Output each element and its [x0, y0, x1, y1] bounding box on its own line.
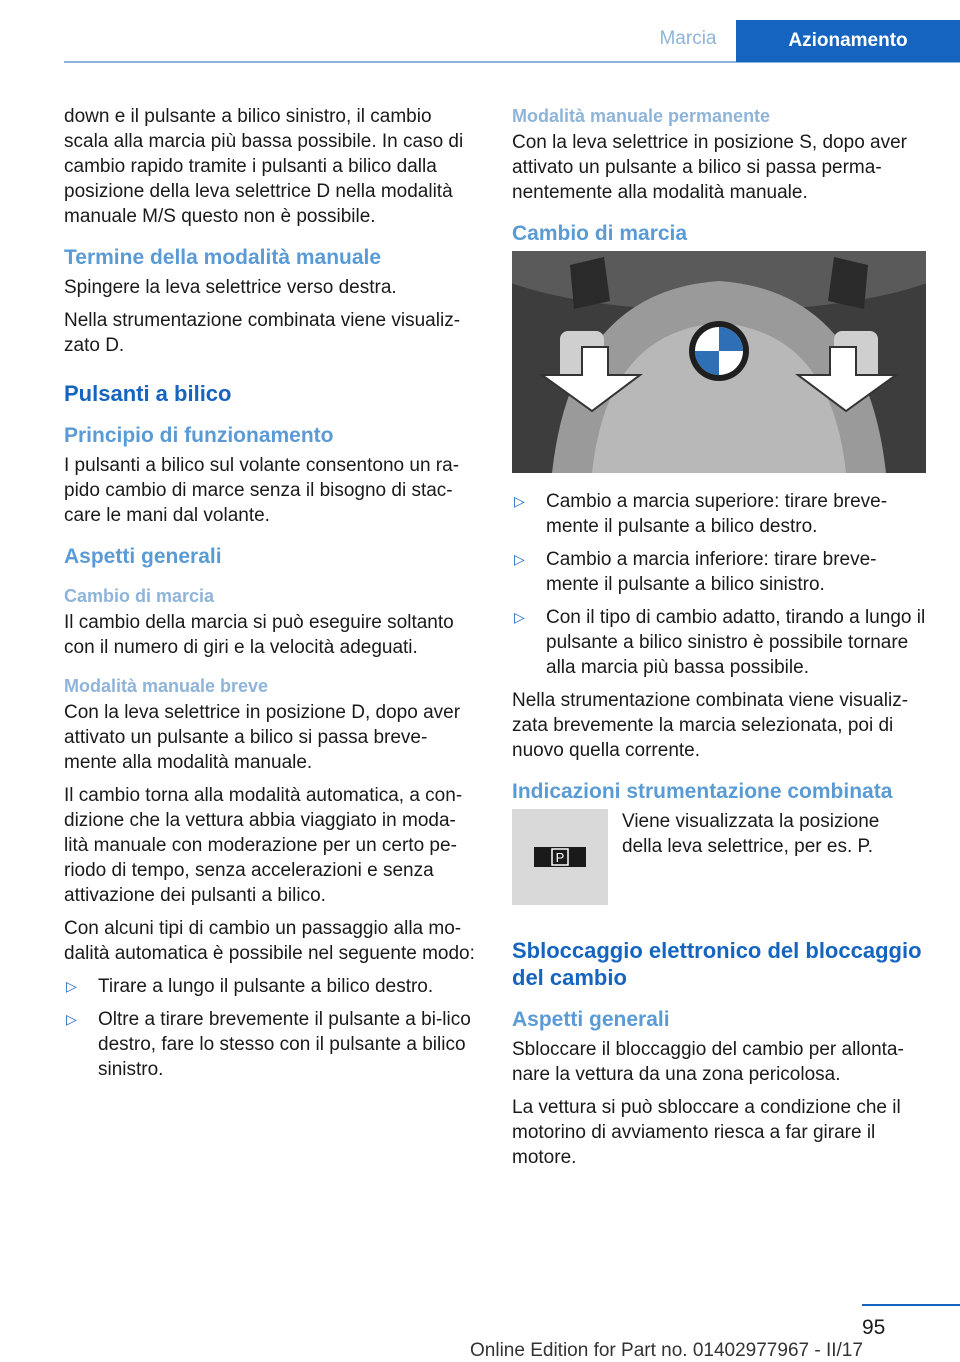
page-header — [0, 0, 960, 64]
triangle-right-icon: ▷ — [514, 493, 525, 509]
right-column — [512, 104, 926, 1178]
triangle-right-icon: ▷ — [514, 551, 525, 567]
list-item: ▷ Cambio a marcia inferiore: tirare breve-mente il pulsante a bilico sinistro. — [514, 549, 877, 595]
paragraph-breve-3: Con alcuni tipi di cambio un passaggio alla mo-dalità automatica è possibile nel seguente modo: — [64, 918, 475, 964]
left-bullet-list — [64, 974, 478, 1082]
paragraph-breve-2: Il cambio torna alla modalità automatica, a con-dizione che la vettura abbia viaggiato in moda-lità manuale con moderazione per un certo pe-riodo di tempo, senza accelerazioni e senza attivazione dei pulsanti a bilico. — [64, 785, 463, 906]
heading-cambio-di-marcia-right: Cambio di marcia — [512, 222, 688, 245]
triangle-right-icon: ▷ — [66, 1011, 77, 1027]
gear-indicator-image — [512, 809, 608, 905]
heading-termine: Termine della modalità manuale — [64, 246, 382, 269]
heading-aspetti-generali-right: Aspetti generali — [512, 1008, 670, 1031]
steering-wheel-illustration — [512, 251, 926, 473]
paragraph-sblocco-2: La vettura si può sbloccare a condizione che il motorino di avviamento riesca a far girare il motore. — [512, 1097, 901, 1168]
indicator-glyph: P — [555, 850, 565, 865]
paragraph-permanente: Con la leva selettrice in posizione S, dopo aver attivato un pulsante a bilico si passa perma-nentemente alla modalità manuale. — [512, 132, 908, 203]
left-column — [64, 104, 478, 1090]
online-edition-text: Online Edition for Part no. 01402977967 - II/17 — [470, 1340, 863, 1361]
heading-sbloccaggio: Sbloccaggio elettronico del bloccaggio del cambio — [512, 938, 922, 990]
triangle-right-icon: ▷ — [66, 978, 77, 994]
paragraph-cambio: Il cambio della marcia si può eseguire soltanto con il numero di giri e la velocità adeguati. — [64, 612, 454, 658]
header-chapter-tab: Azionamento — [736, 20, 960, 62]
heading-indicazioni: Indicazioni strumentazione combinata — [512, 780, 893, 803]
heading-pulsanti: Pulsanti a bilico — [64, 381, 232, 406]
heading-modalita-breve: Modalità manuale breve — [64, 676, 269, 696]
header-section-label: Marcia — [659, 28, 717, 49]
paragraph-breve-1: Con la leva selettrice in posizione D, dopo aver attivato un pulsante a bilico si passa breve-mente alla modalità manuale. — [64, 702, 461, 773]
paragraph-termine-2: Nella strumentazione combinata viene visualiz-zato D. — [64, 310, 461, 356]
page-number: 95 — [862, 1316, 886, 1339]
indicator-description: Viene visualizzata la posizione della leva selettrice, per es. P. — [622, 811, 880, 857]
heading-modalita-permanente: Modalità manuale permanente — [512, 106, 771, 126]
gear-indicator-icon — [512, 809, 608, 905]
paragraph-termine-1: Spingere la leva selettrice verso destra. — [64, 277, 397, 298]
right-bullet-list — [512, 489, 926, 680]
heading-cambio-di-marcia: Cambio di marcia — [64, 586, 215, 606]
steering-wheel-figure — [512, 251, 926, 473]
list-item: ▷ Cambio a marcia superiore: tirare breve-mente il pulsante a bilico destro. — [514, 491, 888, 537]
list-item: ▷ Oltre a tirare brevemente il pulsante a bi-lico destro, fare lo stesso con il pulsante a bilico sinistro. — [66, 1009, 471, 1080]
list-item: ▷ Tirare a lungo il pulsante a bilico destro. — [66, 976, 434, 997]
heading-aspetti-generali: Aspetti generali — [64, 545, 222, 568]
list-item: ▷ Con il tipo di cambio adatto, tirando a lungo il pulsante a bilico sinistro è possibile tornare alla marcia più bassa possibile. — [514, 607, 926, 678]
paragraph-sblocco-1: Sbloccare il bloccaggio del cambio per allonta-nare la vettura da una zona pericolosa. — [512, 1039, 904, 1085]
paragraph-principio: I pulsanti a bilico sul volante consentono un ra-pido cambio di marce senza il bisogno di stac-care le mani dal volante. — [64, 455, 460, 526]
footer-rule — [862, 1304, 960, 1306]
heading-principio: Principio di funzionamento — [64, 424, 334, 447]
intro-paragraph: down e il pulsante a bilico sinistro, il cambio scala alla marcia più bassa possibile. In caso di cambio rapido tramite i pulsanti a bilico dalla posizione della leva selettrice D nella modalità manuale M/S questo non è possibile. — [64, 106, 464, 227]
indicator-block — [512, 809, 926, 909]
paragraph-after-bullets: Nella strumentazione combinata viene visualiz-zata brevemente la marcia selezionata, poi di nuovo quella corrente. — [512, 690, 909, 761]
triangle-right-icon: ▷ — [514, 609, 525, 625]
